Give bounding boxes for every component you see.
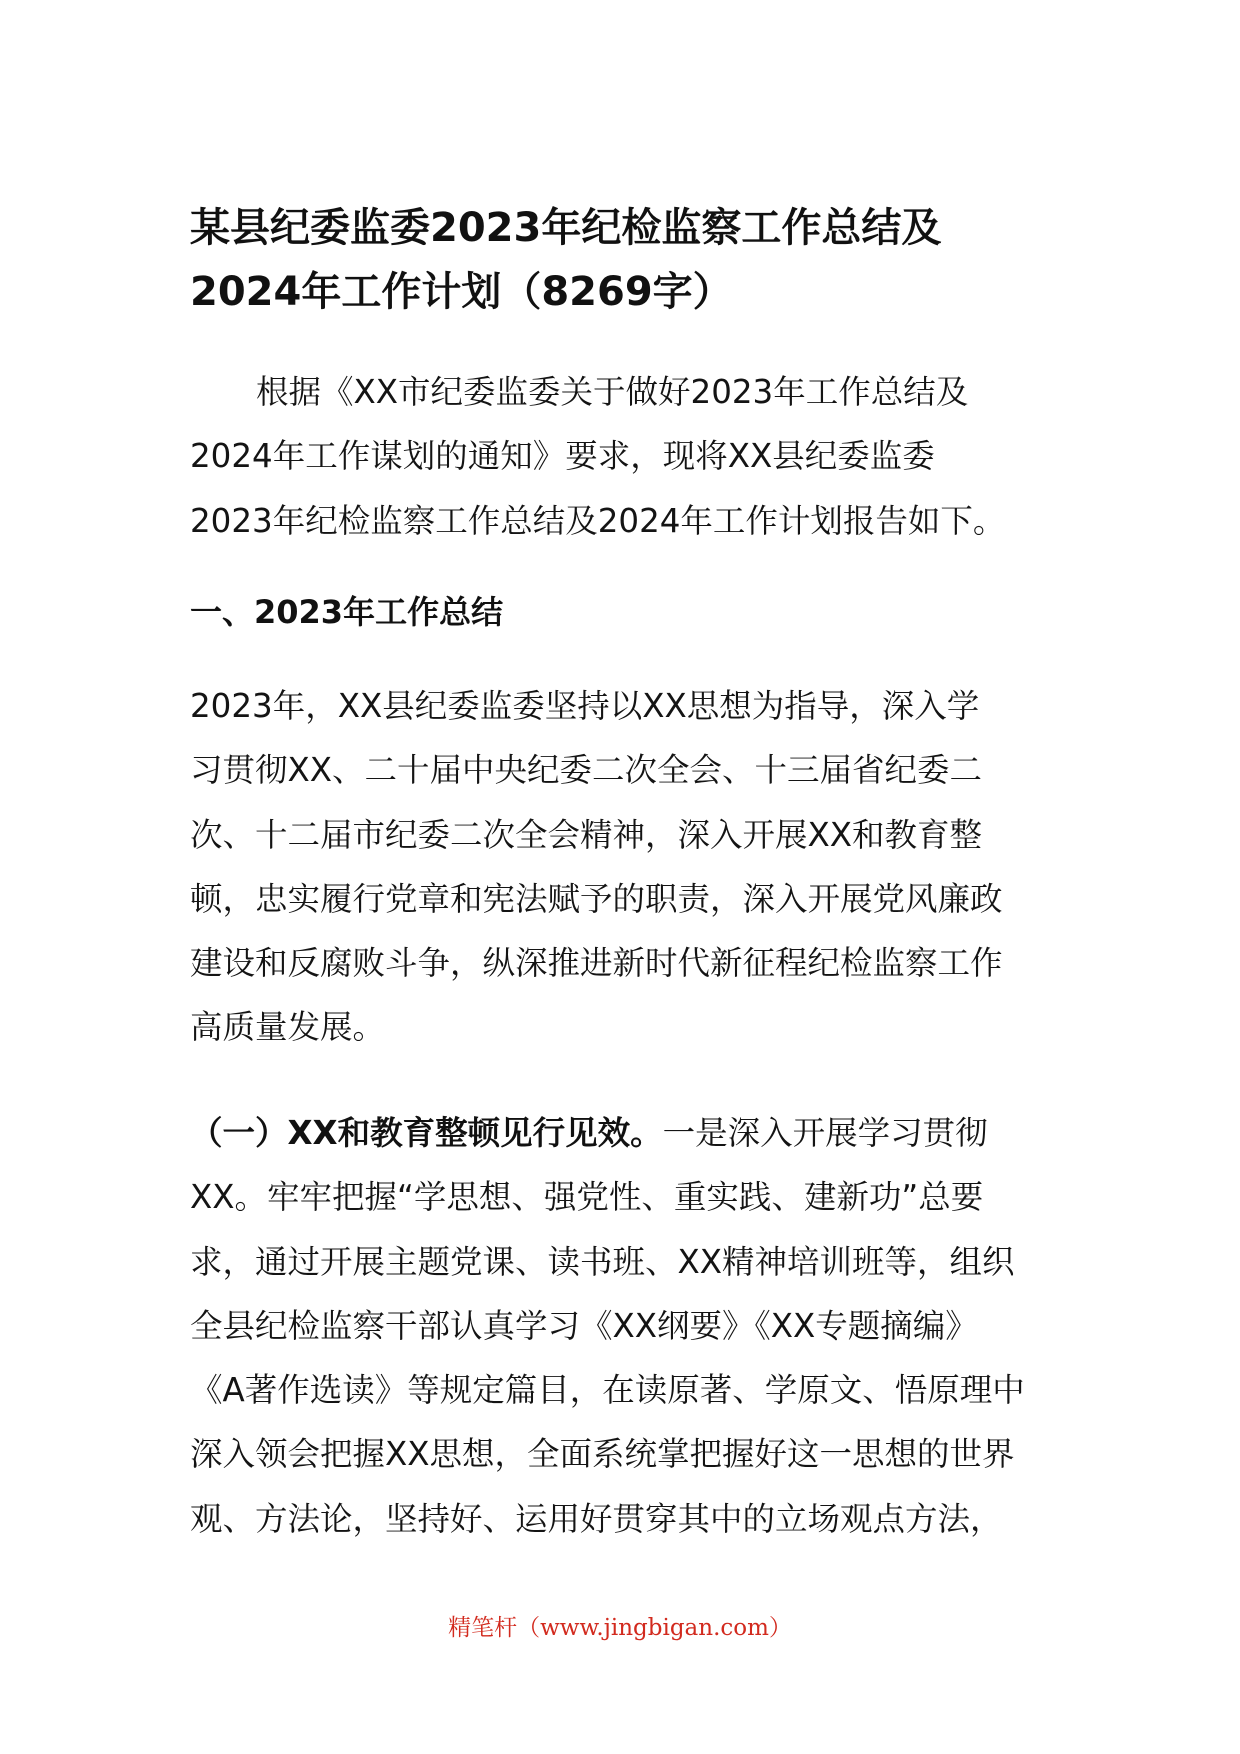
intro-line-2: 2024年工作谋划的通知》要求，现将XX县纪委监委 [190,437,935,476]
summary-line-5: 建设和反腐败斗争，纵深推进新时代新征程纪检监察工作 [190,944,1003,983]
subsection-1-first-line-text: 一是深入开展学习贯彻 [662,1114,988,1152]
intro-line-3: 2023年纪检监察工作总结及2024年工作计划报告如下。 [190,501,1006,540]
title-line-1: 某县纪委监委2023年纪检监察工作总结及 [190,205,942,251]
section-heading-1: 一、2023年工作总结 [190,593,504,631]
subsection-1-line-7: 观、方法论，坚持好、运用好贯穿其中的立场观点方法， [190,1499,1003,1538]
summary-line-4: 顿，忠实履行党章和宪法赋予的职责，深入开展党风廉政 [190,879,1003,918]
subsection-1-line-2: XX。牢牢把握“学思想、强党性、重实践、建新功”总要 [190,1178,984,1217]
subsection-1-line-3: 求，通过开展主题党课、读书班、XX精神培训班等，组织 [190,1242,1015,1281]
subsection-1-line-5: 《A著作选读》等规定篇目，在读原著、学原文、悟原理中 [190,1371,1025,1410]
intro-line-1: 根据《XX市纪委监委关于做好2023年工作总结及 [256,373,969,411]
summary-line-1: 2023年，XX县纪委监委坚持以XX思想为指导，深入学 [190,687,980,725]
summary-line-3: 次、十二届市纪委二次全会精神，深入开展XX和教育整 [190,815,983,854]
summary-line-2: 习贯彻XX、二十届中央纪委二次全会、十三届省纪委二 [190,751,983,790]
subsection-1-line-6: 深入领会把握XX思想，全面系统掌把握好这一思想的世界 [190,1435,1015,1474]
subsection-1-paragraph [190,1101,1070,1551]
intro-paragraph [190,360,1070,553]
subsection-1-heading: （一）XX和教育整顿见行见效。 [190,1114,663,1152]
footer-watermark-link: 精笔杆（www.jingbigan.com） [448,1615,792,1641]
subsection-1-first-line [190,1101,1070,1165]
document-title [190,196,1070,324]
title-line-2: 2024年工作计划（8269字） [190,269,733,315]
summary-paragraph [190,674,1070,1060]
subsection-1-line-4: 全县纪检监察干部认真学习《XX纲要》《XX专题摘编》 [190,1306,978,1345]
summary-line-6: 高质量发展。 [190,1008,386,1047]
